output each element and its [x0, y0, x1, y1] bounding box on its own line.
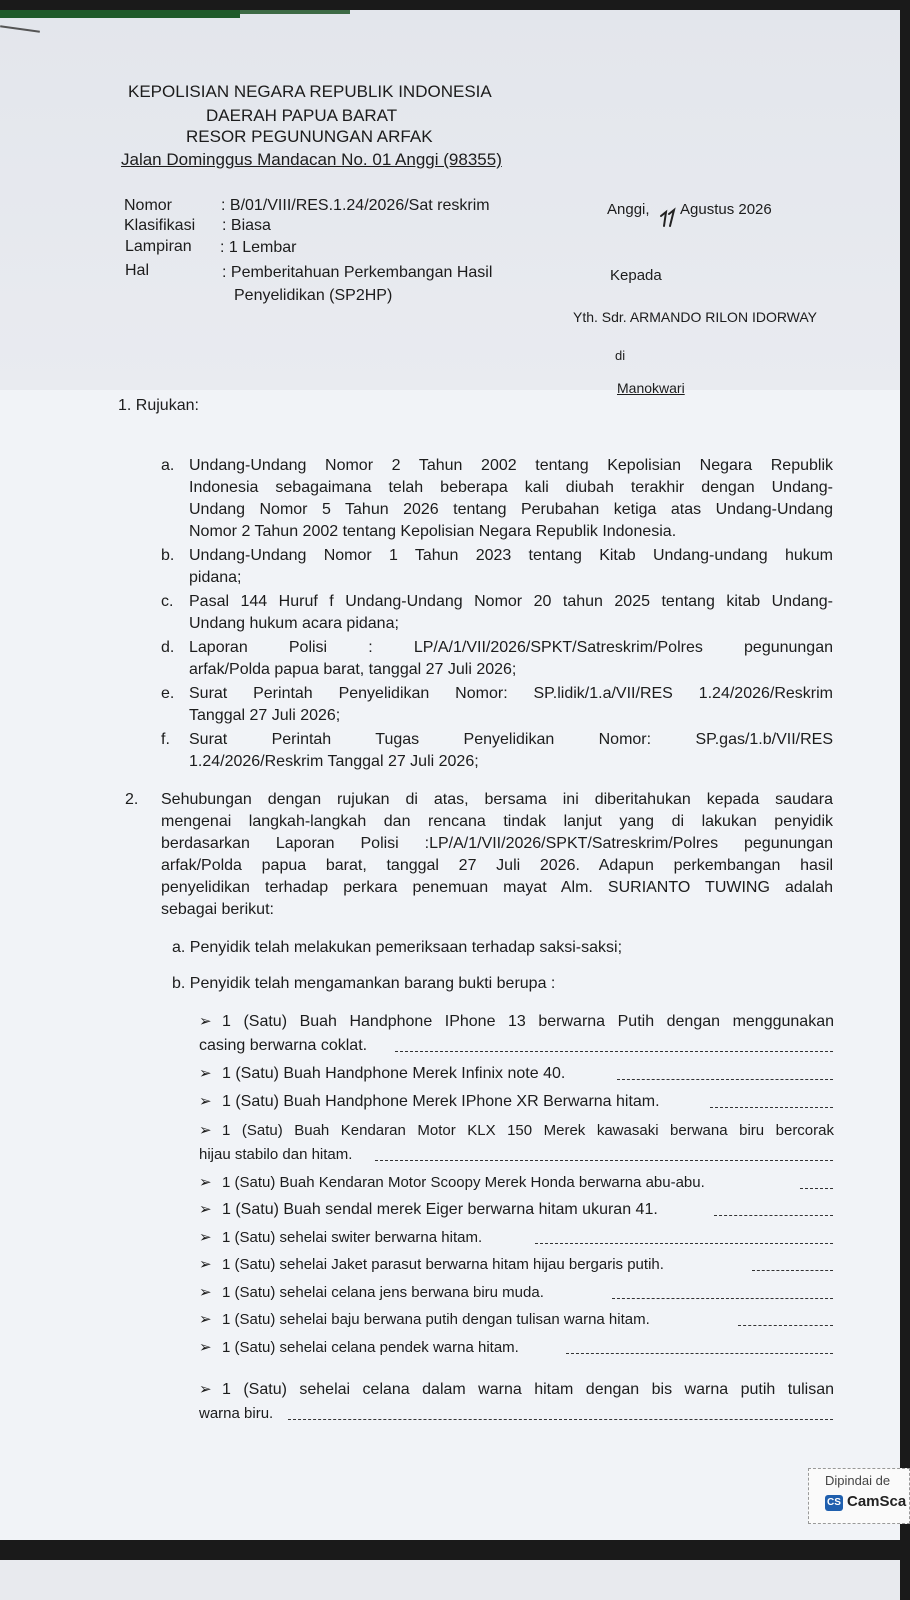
- klasifikasi-label: Klasifikasi: [124, 217, 196, 234]
- dash-leader: [395, 1051, 833, 1052]
- section2-number: 2.: [125, 791, 139, 808]
- evidence-text: warna biru.: [199, 1405, 274, 1422]
- recipient-name: Yth. Sdr. ARMANDO RILON IDORWAY: [573, 309, 818, 325]
- item-line: Indonesia sebagaimana telah beberapa kali diubah terakhir dengan Undang-: [189, 479, 833, 496]
- evidence-text: 1 (Satu) Buah Kendaran Motor KLX 150 Merek kawasaki berwana biru bercorak: [222, 1122, 834, 1139]
- section2-line: berdasarkan Laporan Polisi :LP/A/1/VII/2026/SPKT/Satreskrim/Polres pegunungan: [161, 835, 833, 852]
- scanner-caption: Dipindai de: [825, 1473, 891, 1488]
- hal-value-line2: Penyelidikan (SP2HP): [234, 287, 393, 304]
- arrow-icon: ➢: [199, 1065, 212, 1082]
- item-line: 1.24/2026/Reskrim Tanggal 27 Juli 2026;: [189, 753, 479, 770]
- item-line: Undang Nomor 5 Tahun 2026 tentang Perubahan ketiga atas Undang-Undang: [189, 501, 833, 518]
- dash-leader: [800, 1188, 833, 1189]
- item-line: Undang-Undang Nomor 2 Tahun 2002 tentang Kepolisian Negara Republik: [189, 457, 833, 474]
- item-line: Undang-Undang Nomor 1 Tahun 2023 tentang Kitab Undang-undang hukum: [189, 547, 833, 564]
- nomor-label: Nomor: [124, 197, 173, 214]
- dash-leader: [535, 1243, 833, 1244]
- date: Agustus 2026: [680, 201, 772, 218]
- section2-line: sebagai berikut:: [161, 901, 274, 918]
- item-line: Surat Perintah Tugas Penyelidikan Nomor: SP.gas/1.b/VII/RES: [189, 731, 833, 748]
- evidence-text: 1 (Satu) sehelai baju berwana putih dengan tulisan warna hitam.: [222, 1311, 650, 1328]
- evidence-text: 1 (Satu) sehelai celana dalam warna hitam dengan bis warna putih tulisan: [222, 1381, 834, 1398]
- item-line: Surat Perintah Penyelidikan Nomor: SP.lidik/1.a/VII/RES 1.24/2026/Reskrim: [189, 685, 833, 702]
- green-strip: [240, 10, 350, 14]
- next-page-edge: [0, 1560, 900, 1600]
- evidence-text: 1 (Satu) sehelai switer berwarna hitam.: [222, 1229, 483, 1246]
- dash-leader: [617, 1079, 833, 1080]
- item-line: pidana;: [189, 569, 242, 586]
- arrow-icon: ➢: [199, 1013, 212, 1030]
- section1-heading: 1. Rujukan:: [118, 397, 199, 414]
- item-line: Undang hukum acara pidana;: [189, 615, 399, 632]
- arrow-icon: ➢: [199, 1174, 212, 1191]
- evidence-text: 1 (Satu) Buah Handphone IPhone 13 berwarna Putih dengan menggunakan: [222, 1013, 834, 1030]
- item-letter: d.: [161, 639, 175, 656]
- dash-leader: [612, 1298, 833, 1299]
- handwritten-day-mark: [658, 206, 676, 228]
- evidence-text: 1 (Satu) Buah Kendaran Motor Scoopy Merek Honda berwarna abu-abu.: [222, 1174, 705, 1191]
- item-line: arfak/Polda papua barat, tanggal 27 Juli 2026;: [189, 661, 517, 678]
- dash-leader: [375, 1160, 833, 1161]
- arrow-icon: ➢: [199, 1381, 212, 1398]
- hal-label: Hal: [125, 262, 150, 279]
- evidence-text: 1 (Satu) sehelai Jaket parasut berwarna hitam hijau bergaris putih.: [222, 1256, 664, 1273]
- scanner-brand: CamSca: [847, 1493, 907, 1510]
- evidence-text: 1 (Satu) Buah Handphone Merek Infinix note 40.: [222, 1065, 566, 1082]
- section2-point-a: a. Penyidik telah melakukan pemeriksaan terhadap saksi-saksi;: [172, 939, 623, 956]
- bottom-bar: [0, 1540, 900, 1560]
- dash-leader: [714, 1215, 833, 1216]
- section2-line: mengenai langkah-langkah dan rencana tindak lanjut yang di lakukan penyidik: [161, 813, 833, 830]
- letterhead-line3: RESOR PEGUNUNGAN ARFAK: [186, 127, 433, 146]
- arrow-icon: ➢: [199, 1284, 212, 1301]
- top-bar: [0, 0, 900, 10]
- arrow-icon: ➢: [199, 1311, 212, 1328]
- arrow-icon: ➢: [199, 1229, 212, 1246]
- camscanner-logo-icon: CS: [825, 1495, 843, 1511]
- letterhead-line2: DAERAH PAPUA BARAT: [206, 106, 398, 125]
- item-line: Pasal 144 Huruf f Undang-Undang Nomor 20 tahun 2025 tentang kitab Undang-: [189, 593, 833, 610]
- item-letter: e.: [161, 685, 175, 702]
- dash-leader: [738, 1325, 833, 1326]
- nomor-value: : B/01/VIII/RES.1.24/2026/Sat reskrim: [221, 197, 490, 214]
- item-letter: f.: [161, 731, 170, 748]
- dash-leader: [752, 1270, 833, 1271]
- lampiran-value: : 1 Lembar: [220, 239, 297, 256]
- dash-leader: [288, 1419, 833, 1420]
- klasifikasi-value: : Biasa: [222, 217, 271, 234]
- arrow-icon: ➢: [199, 1201, 212, 1218]
- arrow-icon: ➢: [199, 1256, 212, 1273]
- document-page: [0, 10, 907, 1540]
- section2-point-b: b. Penyidik telah mengamankan barang bukti berupa :: [172, 975, 556, 992]
- arrow-icon: ➢: [199, 1093, 212, 1110]
- green-strip: [0, 10, 240, 18]
- scanner-watermark: [808, 1468, 910, 1524]
- place: Anggi,: [607, 201, 650, 218]
- recipient-city: Manokwari: [617, 380, 685, 396]
- evidence-text: 1 (Satu) sehelai celana pendek warna hitam.: [222, 1339, 519, 1356]
- item-letter: a.: [161, 457, 175, 474]
- evidence-text: hijau stabilo dan hitam.: [199, 1146, 353, 1163]
- recipient-di: di: [615, 348, 626, 363]
- hal-value-line1: : Pemberitahuan Perkembangan Hasil: [222, 264, 493, 281]
- item-line: Tanggal 27 Juli 2026;: [189, 707, 341, 724]
- letterhead-line1: KEPOLISIAN NEGARA REPUBLIK INDONESIA: [128, 82, 492, 101]
- lampiran-label: Lampiran: [125, 238, 192, 255]
- evidence-text: casing berwarna coklat.: [199, 1037, 368, 1054]
- section2-line: arfak/Polda papua barat, tanggal 27 Juli 2026. Adapun perkembangan hasil: [161, 857, 833, 874]
- letterhead-address: Jalan Dominggus Mandacan No. 01 Anggi (98355): [121, 150, 502, 169]
- item-line: Laporan Polisi : LP/A/1/VII/2026/SPKT/Satreskrim/Polres pegunungan: [189, 639, 833, 656]
- arrow-icon: ➢: [199, 1339, 212, 1356]
- dash-leader: [710, 1107, 833, 1108]
- evidence-text: 1 (Satu) Buah Handphone Merek IPhone XR Berwarna hitam.: [222, 1093, 660, 1110]
- item-line: Nomor 2 Tahun 2002 tentang Kepolisian Negara Republik Indonesia.: [189, 523, 677, 540]
- kepada-label: Kepada: [610, 267, 662, 284]
- item-letter: c.: [161, 593, 174, 610]
- evidence-text: 1 (Satu) Buah sendal merek Eiger berwarna hitam ukuran 41.: [222, 1201, 658, 1218]
- arrow-icon: ➢: [199, 1122, 212, 1139]
- section2-line: penyelidikan terhadap perkara penemuan mayat Alm. SURIANTO TUWING adalah: [161, 879, 833, 896]
- dash-leader: [566, 1353, 833, 1354]
- item-letter: b.: [161, 547, 175, 564]
- evidence-text: 1 (Satu) sehelai celana jens berwana biru muda.: [222, 1284, 544, 1301]
- section2-line: Sehubungan dengan rujukan di atas, bersama ini diberitahukan kepada saudara: [161, 791, 833, 808]
